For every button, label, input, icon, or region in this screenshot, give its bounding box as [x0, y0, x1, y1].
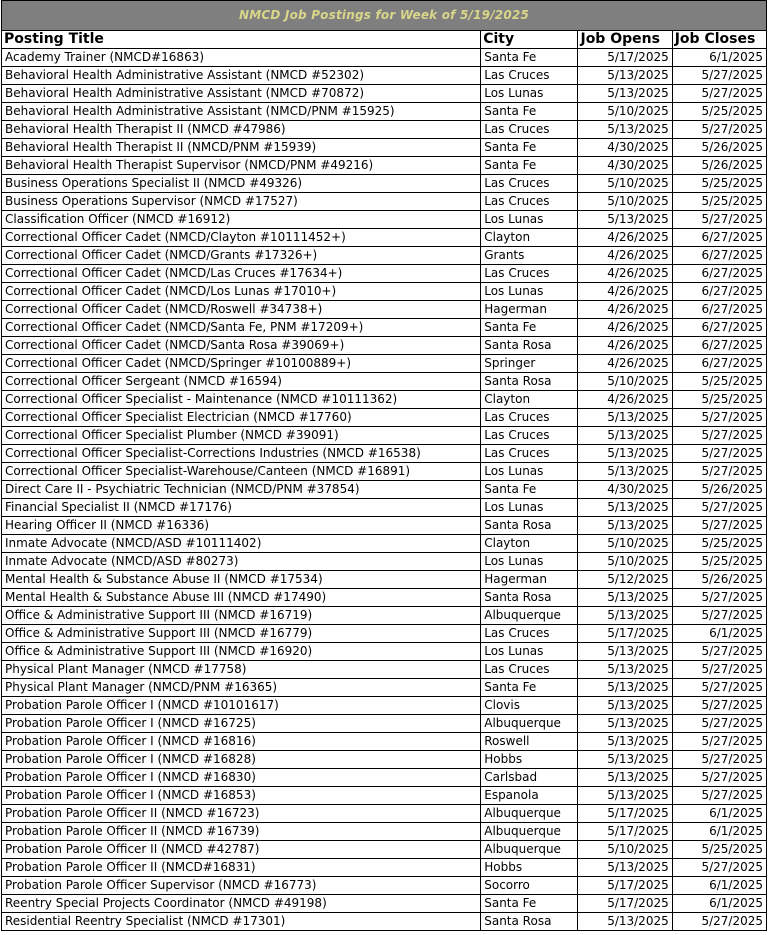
- job-opens-cell[interactable]: 5/13/2025: [578, 751, 672, 769]
- job-closes-cell[interactable]: 5/27/2025: [672, 445, 766, 463]
- posting-title-cell[interactable]: Correctional Officer Specialist-Corrections Industries (NMCD #16538): [2, 445, 481, 463]
- job-opens-cell[interactable]: 4/26/2025: [578, 319, 672, 337]
- job-closes-cell[interactable]: 6/27/2025: [672, 355, 766, 373]
- posting-title-cell[interactable]: Financial Specialist II (NMCD #17176): [2, 499, 481, 517]
- city-cell[interactable]: Clayton: [481, 391, 578, 409]
- job-closes-cell[interactable]: 5/25/2025: [672, 175, 766, 193]
- job-closes-cell[interactable]: 5/27/2025: [672, 697, 766, 715]
- city-cell[interactable]: Las Cruces: [481, 427, 578, 445]
- table-row: [2, 787, 767, 805]
- posting-title-cell[interactable]: Office & Administrative Support III (NMCD #16719): [2, 607, 481, 625]
- table-row: [2, 481, 767, 499]
- posting-title-cell[interactable]: Physical Plant Manager (NMCD #17758): [2, 661, 481, 679]
- posting-title-cell[interactable]: Inmate Advocate (NMCD/ASD #10111402): [2, 535, 481, 553]
- posting-title-cell[interactable]: Residential Reentry Specialist (NMCD #17301): [2, 913, 481, 931]
- job-opens-cell[interactable]: 5/13/2025: [578, 643, 672, 661]
- header-row: [2, 31, 767, 49]
- job-opens-cell[interactable]: 4/26/2025: [578, 229, 672, 247]
- job-closes-cell[interactable]: 6/1/2025: [672, 895, 766, 913]
- table-row: [2, 319, 767, 337]
- posting-title-cell[interactable]: Behavioral Health Therapist II (NMCD #47986): [2, 121, 481, 139]
- table-row: [2, 85, 767, 103]
- city-cell[interactable]: Clayton: [481, 229, 578, 247]
- table-row: [2, 913, 767, 931]
- table-row: [2, 607, 767, 625]
- job-opens-cell[interactable]: 5/13/2025: [578, 499, 672, 517]
- city-cell[interactable]: Las Cruces: [481, 661, 578, 679]
- posting-title-cell[interactable]: Inmate Advocate (NMCD/ASD #80273): [2, 553, 481, 571]
- city-cell[interactable]: Las Cruces: [481, 625, 578, 643]
- job-opens-cell[interactable]: 5/13/2025: [578, 769, 672, 787]
- table-row: [2, 535, 767, 553]
- job-opens-cell[interactable]: 5/17/2025: [578, 625, 672, 643]
- job-closes-cell[interactable]: 5/27/2025: [672, 643, 766, 661]
- job-closes-cell[interactable]: 5/27/2025: [672, 733, 766, 751]
- table-row: [2, 427, 767, 445]
- job-closes-cell[interactable]: 5/27/2025: [672, 67, 766, 85]
- table-row: [2, 769, 767, 787]
- city-cell[interactable]: Albuquerque: [481, 841, 578, 859]
- table-row: [2, 859, 767, 877]
- job-closes-cell[interactable]: 5/26/2025: [672, 157, 766, 175]
- posting-title-cell[interactable]: Mental Health & Substance Abuse III (NMCD #17490): [2, 589, 481, 607]
- table-row: [2, 121, 767, 139]
- table-row: [2, 355, 767, 373]
- posting-title-cell[interactable]: Behavioral Health Administrative Assistant (NMCD/PNM #15925): [2, 103, 481, 121]
- table-row: [2, 589, 767, 607]
- job-closes-cell[interactable]: 5/27/2025: [672, 499, 766, 517]
- job-closes-cell[interactable]: 6/27/2025: [672, 319, 766, 337]
- job-opens-cell[interactable]: 5/13/2025: [578, 67, 672, 85]
- posting-title-cell[interactable]: Behavioral Health Administrative Assistant (NMCD #70872): [2, 85, 481, 103]
- city-cell[interactable]: Las Cruces: [481, 193, 578, 211]
- job-closes-cell[interactable]: 5/25/2025: [672, 373, 766, 391]
- job-closes-cell[interactable]: 5/25/2025: [672, 103, 766, 121]
- job-closes-cell[interactable]: 5/27/2025: [672, 661, 766, 679]
- table-row: [2, 103, 767, 121]
- city-cell[interactable]: Santa Fe: [481, 157, 578, 175]
- job-closes-cell[interactable]: 5/27/2025: [672, 769, 766, 787]
- table-row: [2, 895, 767, 913]
- city-cell[interactable]: Grants: [481, 247, 578, 265]
- city-cell[interactable]: Hobbs: [481, 859, 578, 877]
- posting-title-cell[interactable]: Classification Officer (NMCD #16912): [2, 211, 481, 229]
- posting-title-cell[interactable]: Probation Parole Officer II (NMCD #16739): [2, 823, 481, 841]
- job-opens-cell[interactable]: 5/13/2025: [578, 589, 672, 607]
- table-row: [2, 265, 767, 283]
- city-cell[interactable]: Albuquerque: [481, 715, 578, 733]
- job-closes-cell[interactable]: 6/27/2025: [672, 265, 766, 283]
- job-opens-cell[interactable]: 5/13/2025: [578, 697, 672, 715]
- city-cell[interactable]: Albuquerque: [481, 805, 578, 823]
- job-closes-cell[interactable]: 5/27/2025: [672, 85, 766, 103]
- table-row: [2, 337, 767, 355]
- job-closes-cell[interactable]: 6/1/2025: [672, 823, 766, 841]
- job-opens-cell[interactable]: 4/26/2025: [578, 355, 672, 373]
- job-closes-cell[interactable]: 5/25/2025: [672, 391, 766, 409]
- city-cell[interactable]: Clayton: [481, 535, 578, 553]
- table-row: [2, 643, 767, 661]
- table-row: [2, 517, 767, 535]
- city-cell[interactable]: Los Lunas: [481, 499, 578, 517]
- posting-title-cell[interactable]: Reentry Special Projects Coordinator (NMCD #49198): [2, 895, 481, 913]
- city-cell[interactable]: Los Lunas: [481, 463, 578, 481]
- job-closes-cell[interactable]: 5/27/2025: [672, 463, 766, 481]
- job-opens-cell[interactable]: 5/13/2025: [578, 733, 672, 751]
- job-opens-cell[interactable]: 5/13/2025: [578, 787, 672, 805]
- job-closes-cell[interactable]: 5/27/2025: [672, 859, 766, 877]
- posting-title-cell[interactable]: Correctional Officer Cadet (NMCD/Grants #17326+): [2, 247, 481, 265]
- sheet-title: NMCD Job Postings for Week of 5/19/2025: [2, 1, 767, 31]
- table-row: [2, 499, 767, 517]
- table-row: [2, 391, 767, 409]
- job-opens-cell[interactable]: 4/26/2025: [578, 247, 672, 265]
- posting-title-cell[interactable]: Probation Parole Officer I (NMCD #10101617): [2, 697, 481, 715]
- job-closes-cell[interactable]: 5/27/2025: [672, 607, 766, 625]
- job-closes-cell[interactable]: 5/27/2025: [672, 211, 766, 229]
- city-cell[interactable]: Santa Rosa: [481, 373, 578, 391]
- posting-title-cell[interactable]: Probation Parole Officer I (NMCD #16853): [2, 787, 481, 805]
- city-cell[interactable]: Los Lunas: [481, 283, 578, 301]
- city-cell[interactable]: Roswell: [481, 733, 578, 751]
- job-opens-cell[interactable]: 4/30/2025: [578, 139, 672, 157]
- job-opens-cell[interactable]: 5/17/2025: [578, 877, 672, 895]
- posting-title-cell[interactable]: Correctional Officer Cadet (NMCD/Santa Rosa #39069+): [2, 337, 481, 355]
- job-closes-cell[interactable]: 5/27/2025: [672, 121, 766, 139]
- posting-title-cell[interactable]: Direct Care II - Psychiatric Technician (NMCD/PNM #37854): [2, 481, 481, 499]
- city-cell[interactable]: Los Lunas: [481, 643, 578, 661]
- table-row: [2, 193, 767, 211]
- posting-title-cell[interactable]: Physical Plant Manager (NMCD/PNM #16365): [2, 679, 481, 697]
- table-row: [2, 697, 767, 715]
- job-opens-cell[interactable]: 4/30/2025: [578, 157, 672, 175]
- city-cell[interactable]: Los Lunas: [481, 553, 578, 571]
- job-opens-cell[interactable]: 5/10/2025: [578, 553, 672, 571]
- city-cell[interactable]: Las Cruces: [481, 67, 578, 85]
- table-row: [2, 445, 767, 463]
- job-closes-cell[interactable]: 6/1/2025: [672, 805, 766, 823]
- posting-title-cell[interactable]: Correctional Officer Cadet (NMCD/Springer #10100889+): [2, 355, 481, 373]
- city-cell[interactable]: Los Lunas: [481, 211, 578, 229]
- job-closes-cell[interactable]: 5/27/2025: [672, 427, 766, 445]
- job-opens-cell[interactable]: 5/13/2025: [578, 445, 672, 463]
- table-row: [2, 841, 767, 859]
- job-opens-cell[interactable]: 4/26/2025: [578, 301, 672, 319]
- city-cell[interactable]: Albuquerque: [481, 823, 578, 841]
- job-opens-cell[interactable]: 5/13/2025: [578, 859, 672, 877]
- job-opens-cell[interactable]: 5/12/2025: [578, 571, 672, 589]
- job-closes-cell[interactable]: 6/27/2025: [672, 301, 766, 319]
- city-cell[interactable]: Santa Rosa: [481, 517, 578, 535]
- posting-title-cell[interactable]: Correctional Officer Cadet (NMCD/Roswell #34738+): [2, 301, 481, 319]
- job-closes-cell[interactable]: 5/25/2025: [672, 193, 766, 211]
- city-cell[interactable]: Santa Fe: [481, 319, 578, 337]
- table-row: [2, 175, 767, 193]
- table-row: [2, 139, 767, 157]
- table-row: [2, 409, 767, 427]
- table-row: [2, 733, 767, 751]
- job-opens-cell[interactable]: 5/13/2025: [578, 715, 672, 733]
- job-closes-cell[interactable]: 6/27/2025: [672, 229, 766, 247]
- job-opens-cell[interactable]: 5/13/2025: [578, 427, 672, 445]
- city-cell[interactable]: Santa Fe: [481, 679, 578, 697]
- posting-title-cell[interactable]: Correctional Officer Cadet (NMCD/Clayton #10111452+): [2, 229, 481, 247]
- posting-title-cell[interactable]: Probation Parole Officer I (NMCD #16828): [2, 751, 481, 769]
- job-closes-cell[interactable]: 5/27/2025: [672, 517, 766, 535]
- posting-title-cell[interactable]: Correctional Officer Cadet (NMCD/Las Cruces #17634+): [2, 265, 481, 283]
- table-row: [2, 49, 767, 67]
- table-row: [2, 229, 767, 247]
- job-opens-cell[interactable]: 5/17/2025: [578, 823, 672, 841]
- table-row: [2, 211, 767, 229]
- posting-title-cell[interactable]: Correctional Officer Specialist Plumber (NMCD #39091): [2, 427, 481, 445]
- table-row: [2, 679, 767, 697]
- city-cell[interactable]: Santa Rosa: [481, 337, 578, 355]
- city-cell[interactable]: Hobbs: [481, 751, 578, 769]
- job-closes-cell[interactable]: 5/27/2025: [672, 589, 766, 607]
- city-cell[interactable]: Los Lunas: [481, 85, 578, 103]
- job-closes-cell[interactable]: 6/27/2025: [672, 247, 766, 265]
- table-row: [2, 805, 767, 823]
- job-opens-cell[interactable]: 5/10/2025: [578, 193, 672, 211]
- job-opens-cell[interactable]: 5/10/2025: [578, 103, 672, 121]
- posting-title-cell[interactable]: Probation Parole Officer II (NMCD#16831): [2, 859, 481, 877]
- job-opens-cell[interactable]: 5/13/2025: [578, 679, 672, 697]
- posting-title-cell[interactable]: Correctional Officer Cadet (NMCD/Santa Fe, PNM #17209+): [2, 319, 481, 337]
- job-closes-cell[interactable]: 6/27/2025: [672, 337, 766, 355]
- city-cell[interactable]: Las Cruces: [481, 175, 578, 193]
- city-cell[interactable]: Espanola: [481, 787, 578, 805]
- job-opens-cell[interactable]: 5/13/2025: [578, 211, 672, 229]
- job-closes-cell[interactable]: 6/1/2025: [672, 625, 766, 643]
- job-closes-cell[interactable]: 5/27/2025: [672, 409, 766, 427]
- posting-title-cell[interactable]: Office & Administrative Support III (NMCD #16920): [2, 643, 481, 661]
- job-closes-cell[interactable]: 5/27/2025: [672, 751, 766, 769]
- table-row: [2, 247, 767, 265]
- posting-title-cell[interactable]: Behavioral Health Therapist Supervisor (NMCD/PNM #49216): [2, 157, 481, 175]
- city-cell[interactable]: Santa Fe: [481, 481, 578, 499]
- job-opens-cell[interactable]: 5/10/2025: [578, 373, 672, 391]
- posting-title-cell[interactable]: Probation Parole Officer I (NMCD #16830): [2, 769, 481, 787]
- job-opens-cell[interactable]: 5/13/2025: [578, 463, 672, 481]
- job-closes-cell[interactable]: 5/26/2025: [672, 139, 766, 157]
- col-header-posting-title[interactable]: Posting Title: [2, 31, 481, 49]
- job-opens-cell[interactable]: 5/13/2025: [578, 661, 672, 679]
- posting-title-cell[interactable]: Correctional Officer Specialist Electrician (NMCD #17760): [2, 409, 481, 427]
- job-closes-cell[interactable]: 5/25/2025: [672, 553, 766, 571]
- city-cell[interactable]: Albuquerque: [481, 607, 578, 625]
- table-row: [2, 823, 767, 841]
- table-row: [2, 157, 767, 175]
- city-cell[interactable]: Santa Fe: [481, 895, 578, 913]
- posting-title-cell[interactable]: Probation Parole Officer II (NMCD #42787): [2, 841, 481, 859]
- posting-title-cell[interactable]: Behavioral Health Administrative Assistant (NMCD #52302): [2, 67, 481, 85]
- table-row: [2, 751, 767, 769]
- job-closes-cell[interactable]: 6/27/2025: [672, 283, 766, 301]
- city-cell[interactable]: Santa Fe: [481, 139, 578, 157]
- city-cell[interactable]: Socorro: [481, 877, 578, 895]
- col-header-city[interactable]: City: [481, 31, 578, 49]
- city-cell[interactable]: Hagerman: [481, 571, 578, 589]
- table-row: [2, 553, 767, 571]
- job-opens-cell[interactable]: 4/30/2025: [578, 481, 672, 499]
- job-opens-cell[interactable]: 4/26/2025: [578, 265, 672, 283]
- col-header-job-closes[interactable]: Job Closes: [672, 31, 766, 49]
- job-closes-cell[interactable]: 5/27/2025: [672, 679, 766, 697]
- city-cell[interactable]: Santa Rosa: [481, 913, 578, 931]
- job-opens-cell[interactable]: 4/26/2025: [578, 391, 672, 409]
- job-opens-cell[interactable]: 5/17/2025: [578, 805, 672, 823]
- posting-title-cell[interactable]: Business Operations Specialist II (NMCD #49326): [2, 175, 481, 193]
- job-opens-cell[interactable]: 4/26/2025: [578, 337, 672, 355]
- job-opens-cell[interactable]: 5/13/2025: [578, 121, 672, 139]
- city-cell[interactable]: Las Cruces: [481, 265, 578, 283]
- posting-title-cell[interactable]: Hearing Officer II (NMCD #16336): [2, 517, 481, 535]
- job-closes-cell[interactable]: 6/1/2025: [672, 49, 766, 67]
- table-row: [2, 715, 767, 733]
- job-closes-cell[interactable]: 5/27/2025: [672, 913, 766, 931]
- job-opens-cell[interactable]: 5/13/2025: [578, 607, 672, 625]
- table-row: [2, 67, 767, 85]
- city-cell[interactable]: Las Cruces: [481, 121, 578, 139]
- posting-title-cell[interactable]: Probation Parole Officer II (NMCD #16723): [2, 805, 481, 823]
- city-cell[interactable]: Hagerman: [481, 301, 578, 319]
- col-header-job-opens[interactable]: Job Opens: [578, 31, 672, 49]
- job-opens-cell[interactable]: 5/13/2025: [578, 517, 672, 535]
- job-opens-cell[interactable]: 5/13/2025: [578, 913, 672, 931]
- city-cell[interactable]: Las Cruces: [481, 445, 578, 463]
- posting-title-cell[interactable]: Behavioral Health Therapist II (NMCD/PNM #15939): [2, 139, 481, 157]
- job-closes-cell[interactable]: 5/26/2025: [672, 481, 766, 499]
- city-cell[interactable]: Springer: [481, 355, 578, 373]
- job-closes-cell[interactable]: 5/27/2025: [672, 787, 766, 805]
- city-cell[interactable]: Clovis: [481, 697, 578, 715]
- table-row: [2, 373, 767, 391]
- table-row: [2, 661, 767, 679]
- city-cell[interactable]: Carlsbad: [481, 769, 578, 787]
- job-closes-cell[interactable]: 5/25/2025: [672, 535, 766, 553]
- posting-title-cell[interactable]: Academy Trainer (NMCD#16863): [2, 49, 481, 67]
- table-row: [2, 463, 767, 481]
- city-cell[interactable]: Las Cruces: [481, 409, 578, 427]
- job-opens-cell[interactable]: 5/17/2025: [578, 895, 672, 913]
- posting-title-cell[interactable]: Mental Health & Substance Abuse II (NMCD #17534): [2, 571, 481, 589]
- job-closes-cell[interactable]: 5/26/2025: [672, 571, 766, 589]
- job-postings-table: [1, 0, 767, 931]
- job-opens-cell[interactable]: 5/10/2025: [578, 841, 672, 859]
- job-closes-cell[interactable]: 5/27/2025: [672, 715, 766, 733]
- posting-title-cell[interactable]: Office & Administrative Support III (NMCD #16779): [2, 625, 481, 643]
- job-opens-cell[interactable]: 5/13/2025: [578, 409, 672, 427]
- table-row: [2, 877, 767, 895]
- table-row: [2, 283, 767, 301]
- posting-title-cell[interactable]: Correctional Officer Specialist - Maintenance (NMCD #10111362): [2, 391, 481, 409]
- table-row: [2, 625, 767, 643]
- posting-title-cell[interactable]: Correctional Officer Sergeant (NMCD #16594): [2, 373, 481, 391]
- city-cell[interactable]: Santa Fe: [481, 49, 578, 67]
- job-opens-cell[interactable]: 5/13/2025: [578, 85, 672, 103]
- city-cell[interactable]: Santa Fe: [481, 103, 578, 121]
- posting-title-cell[interactable]: Correctional Officer Specialist-Warehouse/Canteen (NMCD #16891): [2, 463, 481, 481]
- posting-title-cell[interactable]: Probation Parole Officer I (NMCD #16816): [2, 733, 481, 751]
- posting-title-cell[interactable]: Correctional Officer Cadet (NMCD/Los Lunas #17010+): [2, 283, 481, 301]
- job-opens-cell[interactable]: 5/17/2025: [578, 49, 672, 67]
- job-opens-cell[interactable]: 5/10/2025: [578, 175, 672, 193]
- table-row: [2, 301, 767, 319]
- posting-title-cell[interactable]: Business Operations Supervisor (NMCD #17527): [2, 193, 481, 211]
- posting-title-cell[interactable]: Probation Parole Officer Supervisor (NMCD #16773): [2, 877, 481, 895]
- posting-title-cell[interactable]: Probation Parole Officer I (NMCD #16725): [2, 715, 481, 733]
- job-opens-cell[interactable]: 5/10/2025: [578, 535, 672, 553]
- job-closes-cell[interactable]: 5/25/2025: [672, 841, 766, 859]
- job-closes-cell[interactable]: 6/1/2025: [672, 877, 766, 895]
- city-cell[interactable]: Santa Rosa: [481, 589, 578, 607]
- table-row: [2, 571, 767, 589]
- job-opens-cell[interactable]: 4/26/2025: [578, 283, 672, 301]
